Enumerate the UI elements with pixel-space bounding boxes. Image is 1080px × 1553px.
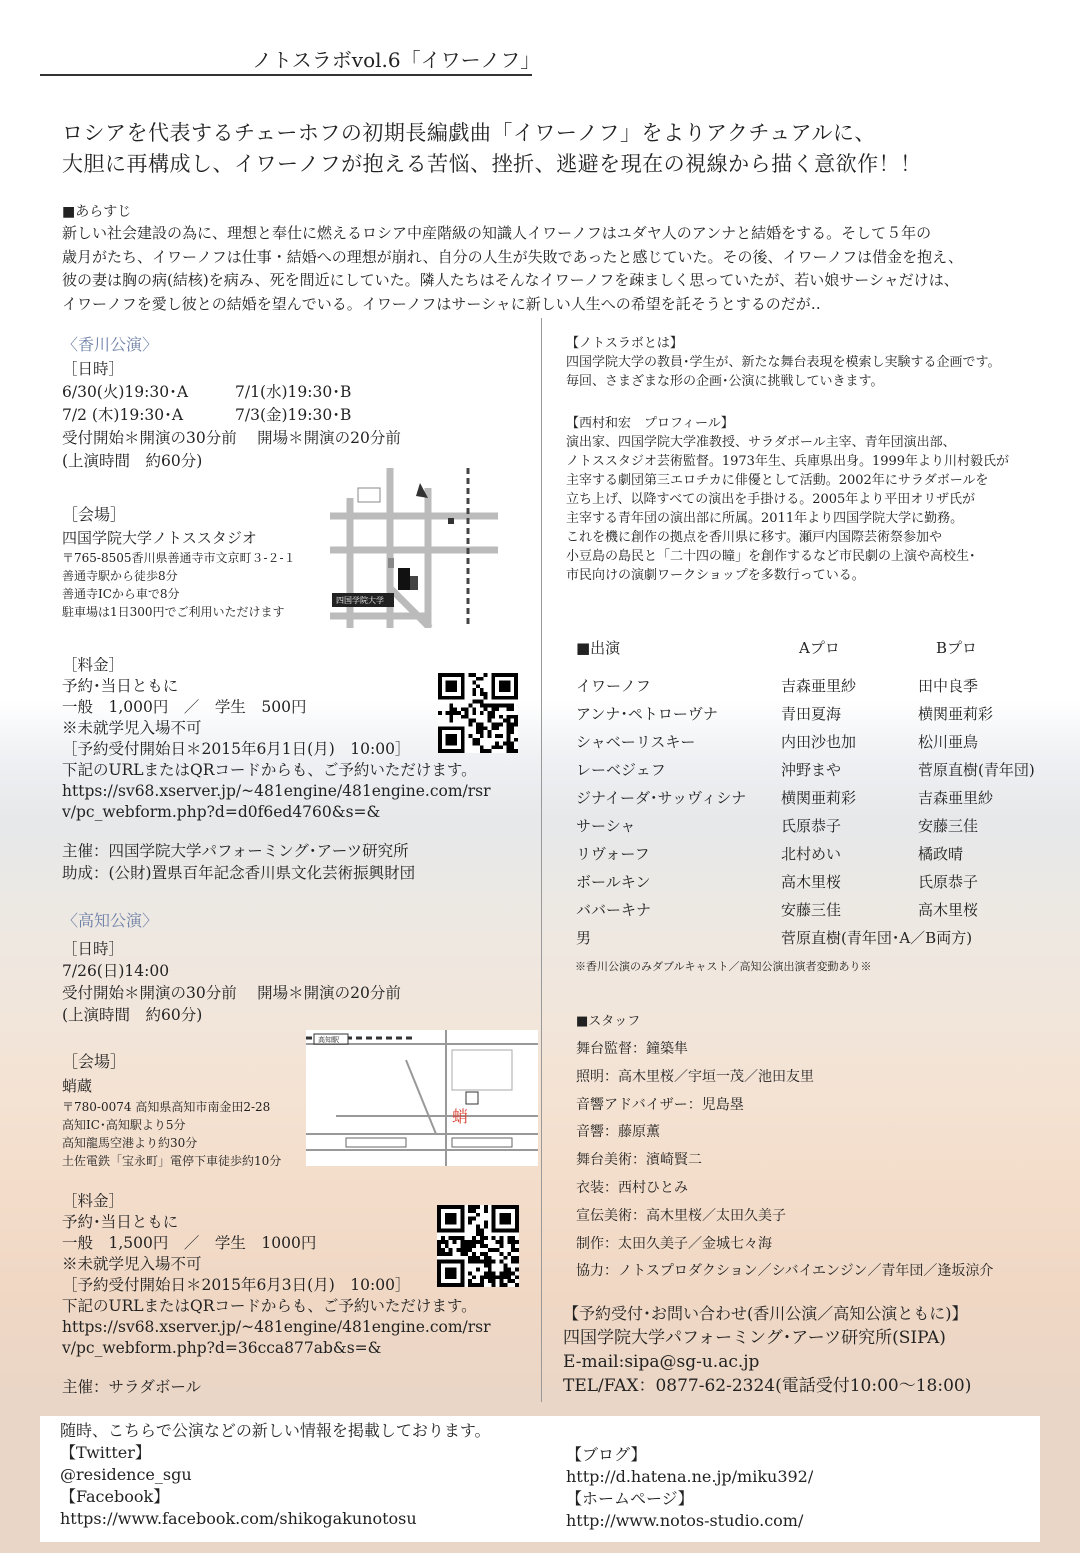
twitter-label: 【Twitter】 bbox=[60, 1443, 151, 1462]
date-a: 6/30(火)19:30･A bbox=[62, 383, 189, 401]
staff-row: 舞台美術：濱崎賢二 bbox=[576, 1152, 702, 1169]
cast-row bbox=[576, 672, 1066, 700]
blog-label: 【ブログ】 bbox=[566, 1445, 647, 1464]
staff-list bbox=[576, 1012, 1066, 1286]
notos-line: 四国学院大学の教員･学生が、新たな舞台表現を模索し実験する企画です。 bbox=[566, 355, 1001, 370]
profile-line: 主宰する青年団の演出部に所属。2011年より四国学院大学に勤務。 bbox=[566, 511, 964, 526]
kagawa-fee bbox=[62, 655, 491, 823]
footer-right bbox=[566, 1444, 813, 1532]
schedule-row bbox=[62, 404, 401, 427]
staff-row: 協力：ノトスプロダクション／シバイエンジン／青年団／逢坂涼介 bbox=[576, 1263, 994, 1280]
venue-access: 土佐電鉄「宝永町」電停下車徒歩約10分 bbox=[62, 1154, 282, 1168]
actor-b: 吉森亜里紗 bbox=[918, 789, 994, 807]
reservation-url[interactable]: https://sv68.xserver.jp/~481engine/481engine.com/rsr bbox=[62, 782, 491, 800]
staff-row: 音響アドバイザー：児島塁 bbox=[576, 1096, 744, 1113]
fee-heading: ［料金］ bbox=[62, 656, 125, 674]
contact-heading: 【予約受付･お問い合わせ(香川公演／高知公演ともに)】 bbox=[563, 1304, 968, 1323]
tagline-line: 大胆に再構成し、イワーノフが抱える苦悩、挫折、逃避を現在の視線から描く意欲作！！ bbox=[62, 152, 922, 176]
schedule-row bbox=[62, 381, 401, 404]
cast-col-b: Bプロ bbox=[936, 639, 978, 657]
contact-tel: TEL/FAX：0877-62-2324(電話受付10:00〜18:00) bbox=[563, 1376, 972, 1396]
notos-heading: 【ノトスラボとは】 bbox=[566, 336, 683, 351]
kagawa-qr-code[interactable] bbox=[437, 673, 519, 753]
reservation-url[interactable]: v/pc_webform.php?d=d0f6ed4760&s=& bbox=[62, 803, 381, 821]
footer-intro: 随時、こちらで公演などの新しい情報を掲載しております。 bbox=[60, 1421, 491, 1440]
cast-row bbox=[576, 784, 1066, 812]
venue-access: 高知IC･高知駅より5分 bbox=[62, 1118, 186, 1132]
column-divider bbox=[541, 318, 542, 1402]
contact-email[interactable]: E-mail:sipa@sg-u.ac.jp bbox=[563, 1352, 760, 1372]
profile-line: これを機に創作の拠点を香川県に移す。瀬戸内国際芸術祭参加や bbox=[566, 530, 942, 545]
facebook-link[interactable]: https://www.facebook.com/shikogakunotosu bbox=[60, 1509, 417, 1528]
cast-row bbox=[576, 924, 1066, 952]
schedule-heading: ［日時］ bbox=[62, 940, 125, 958]
profile-line: 主宰する劇団第三エロチカに俳優として活動。2002年にサラダボールを bbox=[566, 473, 989, 488]
profile-heading: 【西村和宏 プロフィール】 bbox=[566, 416, 734, 431]
role: イワーノフ bbox=[576, 677, 651, 695]
synopsis-line: イワーノフを愛し彼との結婚を望んでいる。イワーノフはサーシャに新しい人生への希望を託そうとするのだが‥ bbox=[62, 294, 821, 313]
reception-times: 受付開始＊開演の30分前 開場＊開演の20分前 bbox=[62, 984, 401, 1002]
actor-both: 菅原直樹(青年団･A／B両方) bbox=[781, 929, 973, 947]
fee-line: 予約･当日ともに bbox=[62, 1213, 179, 1231]
twitter-link[interactable]: @residence_sgu bbox=[60, 1465, 192, 1484]
reservation-url[interactable]: https://sv68.xserver.jp/~481engine/481engine.com/rsr bbox=[62, 1318, 491, 1336]
reservation-start: ［予約受付開始日＊2015年6月3日(月) 10:00］ bbox=[62, 1276, 411, 1294]
map-station-label: 高知駅 bbox=[318, 1036, 339, 1044]
kochi-section-label: 〈高知公演〉 bbox=[62, 911, 159, 930]
date-a: 7/2 (木)19:30･A bbox=[62, 406, 184, 424]
cast-row bbox=[576, 868, 1066, 896]
organizer: 主催：四国学院大学パフォーミング･アーツ研究所 bbox=[62, 842, 409, 860]
cast-row bbox=[576, 896, 1066, 924]
cast-note: ※香川公演のみダブルキャスト／高知公演出演者変動あり※ bbox=[575, 960, 872, 973]
fee-note: ※未就学児入場不可 bbox=[62, 719, 202, 737]
venue-heading: ［会場］ bbox=[62, 1052, 127, 1071]
cast-row bbox=[576, 756, 1066, 784]
venue-access: 善通寺ICから車で8分 bbox=[62, 587, 180, 601]
role: ジナイーダ･サッヴィシナ bbox=[576, 789, 747, 807]
staff-row: 照明：高木里桜／宇垣一茂／池田友里 bbox=[576, 1068, 814, 1085]
footer-left bbox=[60, 1420, 491, 1530]
reservation-url[interactable]: v/pc_webform.php?d=36cca877ab&s=& bbox=[62, 1339, 382, 1357]
venue-access: 高知龍馬空港より約30分 bbox=[62, 1136, 198, 1150]
notos-line: 毎回、さまざまな形の企画･公演に挑戦していきます。 bbox=[566, 374, 884, 389]
synopsis-line: 新しい社会建設の為に、理想と奉仕に燃えるロシア中産階級の知識人イワーノフはユダヤ人のアンナと結婚をする。そして５年の bbox=[62, 224, 932, 242]
venue-address: 〒765-8505香川県善通寺市文京町３-２-１ bbox=[62, 551, 296, 565]
reservation-hint: 下記のURLまたはQRコードからも、ご予約いただけます。 bbox=[62, 1297, 477, 1315]
director-profile bbox=[566, 414, 1066, 585]
cast-col-a: Aプロ bbox=[799, 639, 840, 657]
role: リヴォーフ bbox=[576, 845, 650, 863]
role: ババーキナ bbox=[576, 901, 652, 919]
kagawa-section-label: 〈香川公演〉 bbox=[62, 335, 159, 354]
cast-row bbox=[576, 812, 1066, 840]
kagawa-map bbox=[330, 468, 498, 628]
contact-org: 四国学院大学パフォーミング･アーツ研究所(SIPA) bbox=[563, 1328, 946, 1348]
role: レーベジェフ bbox=[576, 761, 666, 779]
homepage-label: 【ホームページ】 bbox=[566, 1489, 694, 1508]
map-venue-label: 四国学院大学 bbox=[336, 596, 384, 605]
kochi-schedule bbox=[62, 938, 401, 1026]
actor-a: 高木里桜 bbox=[781, 873, 842, 891]
actor-b: 高木里桜 bbox=[918, 901, 979, 919]
role: ボールキン bbox=[576, 873, 651, 891]
date-b: 7/1(水)19:30･B bbox=[235, 383, 352, 401]
duration: (上演時間 約60分) bbox=[62, 452, 203, 470]
venue-parking: 駐車場は1日300円でご利用いただけます bbox=[62, 605, 285, 619]
synopsis bbox=[62, 202, 1042, 316]
duration: (上演時間 約60分) bbox=[62, 1006, 203, 1024]
actor-b: 橘政晴 bbox=[918, 845, 964, 863]
staff-row: 音響：藤原薫 bbox=[576, 1124, 660, 1141]
kochi-qr-code[interactable] bbox=[437, 1205, 519, 1287]
actor-b: 田中良季 bbox=[918, 677, 979, 695]
fee-price: 一般 1,500円 ／ 学生 1000円 bbox=[62, 1234, 317, 1252]
kochi-fee bbox=[62, 1191, 491, 1359]
venue-name: 蛸蔵 bbox=[62, 1077, 93, 1095]
cast-heading: ■出演 bbox=[576, 639, 621, 657]
cast-row bbox=[576, 840, 1066, 868]
staff-row: 舞台監督：鐘築隼 bbox=[576, 1041, 688, 1057]
cast-header-row bbox=[576, 636, 1066, 660]
actor-a: 青田夏海 bbox=[781, 705, 842, 723]
synopsis-line: 彼の妻は胸の病(結核)を病み、死を間近にしていた。隣人たちはそんなイワーノフを疎ましく思っていたが、若い娘サーシャだけは、 bbox=[62, 271, 959, 289]
venue-access: 善通寺駅から徒歩8分 bbox=[62, 569, 178, 583]
reception-times: 受付開始＊開演の30分前 開場＊開演の20分前 bbox=[62, 429, 401, 447]
role: アンナ･ペトローヴナ bbox=[576, 705, 718, 723]
kagawa-venue bbox=[62, 503, 296, 621]
synopsis-text bbox=[62, 222, 1042, 316]
cast-row bbox=[576, 700, 1066, 728]
fee-heading: ［料金］ bbox=[62, 1192, 125, 1210]
support: 助成：(公財)置県百年記念香川県文化芸術振興財団 bbox=[62, 864, 416, 882]
notos-lab-about bbox=[566, 334, 1066, 391]
staff-row: 制作：太田久美子／金城七々海 bbox=[576, 1235, 772, 1252]
facebook-label: 【Facebook】 bbox=[60, 1487, 170, 1506]
blog-link[interactable]: http://d.hatena.ne.jp/miku392/ bbox=[566, 1467, 814, 1486]
tagline-line: ロシアを代表するチェーホフの初期長編戯曲「イワーノフ」をよりアクチュアルに、 bbox=[62, 121, 876, 145]
profile-line: 市民向けの演劇ワークショップを多数行っている。 bbox=[566, 568, 865, 583]
cast-table bbox=[576, 636, 1066, 976]
profile-line: 演出家、四国学院大学准教授、サラダボール主宰、青年団演出部、 bbox=[566, 435, 956, 450]
actor-a: 安藤三佳 bbox=[781, 901, 842, 919]
reservation-hint: 下記のURLまたはQRコードからも、ご予約いただけます。 bbox=[62, 761, 477, 779]
page-title: ノトスラボvol.6「イワーノフ」 bbox=[252, 48, 541, 72]
actor-b: 氏原恭子 bbox=[918, 873, 979, 891]
fee-line: 予約･当日ともに bbox=[62, 677, 179, 695]
staff-row: 宣伝美術：高木里桜／太田久美子 bbox=[576, 1207, 786, 1224]
role: 男 bbox=[576, 929, 592, 947]
reservation-start: ［予約受付開始日＊2015年6月1日(月) 10:00］ bbox=[62, 740, 411, 758]
kochi-venue bbox=[62, 1050, 281, 1170]
actor-a: 吉森亜里紗 bbox=[781, 677, 857, 695]
schedule-heading: ［日時］ bbox=[62, 360, 125, 378]
venue-name: 四国学院大学ノトススタジオ bbox=[62, 529, 257, 547]
actor-a: 内田沙也加 bbox=[781, 733, 857, 751]
title-rule bbox=[40, 74, 532, 76]
date-b: 7/3(金)19:30･B bbox=[235, 406, 352, 424]
kagawa-organizer bbox=[62, 840, 415, 884]
staff-heading: ■スタッフ bbox=[576, 1014, 641, 1029]
role: サーシャ bbox=[576, 817, 636, 835]
actor-b: 横関亜莉彩 bbox=[918, 705, 994, 723]
homepage-link[interactable]: http://www.notos-studio.com/ bbox=[566, 1511, 804, 1530]
actor-b: 菅原直樹(青年団) bbox=[918, 761, 1035, 779]
contact-block bbox=[563, 1302, 1073, 1398]
actor-b: 松川亜鳥 bbox=[918, 733, 979, 751]
actor-a: 氏原恭子 bbox=[781, 817, 842, 835]
actor-a: 沖野まや bbox=[781, 761, 842, 779]
profile-line: 小豆島の島民と「二十四の瞳」を創作するなど市民劇の上演や高校生･ bbox=[566, 549, 976, 564]
profile-line: 立ち上げ、以降すべての演出を手掛ける。2005年より平田オリザ氏が bbox=[566, 492, 976, 507]
fee-price: 一般 1,000円 ／ 学生 500円 bbox=[62, 698, 307, 716]
fee-note: ※未就学児入場不可 bbox=[62, 1255, 202, 1273]
cast-row bbox=[576, 728, 1066, 756]
date: 7/26(日)14:00 bbox=[62, 962, 170, 980]
kochi-map bbox=[306, 1030, 538, 1166]
actor-a: 横関亜莉彩 bbox=[781, 789, 857, 807]
venue-address: 〒780-0074 高知県高知市南金田2-28 bbox=[62, 1100, 271, 1114]
venue-heading: ［会場］ bbox=[62, 505, 127, 524]
tagline bbox=[62, 118, 922, 180]
role: シャベーリスキー bbox=[576, 733, 696, 751]
map-venue-label: 蛸 bbox=[452, 1107, 469, 1126]
profile-line: ノトススタジオ芸術監督。1973年生、兵庫県出身。1999年より川村毅氏が bbox=[566, 454, 1010, 469]
actor-b: 安藤三佳 bbox=[918, 817, 979, 835]
kagawa-schedule bbox=[62, 358, 401, 473]
kochi-organizer: 主催：サラダボール bbox=[62, 1378, 202, 1396]
staff-row: 衣装：西村ひとみ bbox=[576, 1179, 688, 1196]
synopsis-heading: ■あらすじ bbox=[62, 204, 132, 220]
synopsis-line: 歳月がたち、イワーノフは仕事・結婚への理想が崩れ、自分の人生が失敗であったと感じていた。その後、イワーノフは借金を抱え、 bbox=[62, 247, 964, 266]
actor-a: 北村めい bbox=[781, 845, 842, 863]
